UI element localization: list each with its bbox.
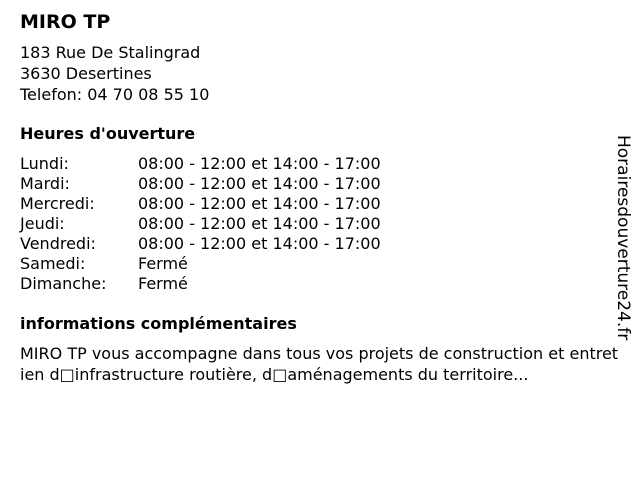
hours-value: 08:00 - 12:00 et 14:00 - 17:00 <box>138 154 381 173</box>
business-name: MIRO TP <box>20 11 111 33</box>
hours-value: 08:00 - 12:00 et 14:00 - 17:00 <box>138 234 381 253</box>
hours-heading: Heures d'ouverture <box>20 124 196 143</box>
address-city: 3630 Desertines <box>20 64 152 83</box>
info-description: MIRO TP vous accompagne dans tous vos projets de construction et entretien d□infrastructure routière, d□aménagements du territoire... <box>20 344 619 384</box>
hours-value: 08:00 - 12:00 et 14:00 - 17:00 <box>138 174 381 193</box>
hours-row-saturday <box>20 254 440 274</box>
hours-row-friday <box>20 234 440 254</box>
day-label: Lundi: <box>20 154 69 173</box>
hours-value: 08:00 - 12:00 et 14:00 - 17:00 <box>138 214 381 233</box>
day-label: Dimanche: <box>20 274 107 293</box>
day-label: Vendredi: <box>20 234 96 253</box>
hours-value: Fermé <box>138 254 188 273</box>
phone-line: Telefon: 04 70 08 55 10 <box>20 85 210 104</box>
hours-value: 08:00 - 12:00 et 14:00 - 17:00 <box>138 194 381 213</box>
hours-row-wednesday <box>20 194 440 214</box>
day-label: Jeudi: <box>20 214 65 233</box>
hours-row-sunday <box>20 274 440 294</box>
info-heading: informations complémentaires <box>20 314 297 333</box>
hours-row-tuesday <box>20 174 440 194</box>
day-label: Mercredi: <box>20 194 95 213</box>
day-label: Samedi: <box>20 254 86 273</box>
address-street: 183 Rue De Stalingrad <box>20 43 201 62</box>
hours-row-thursday <box>20 214 440 234</box>
hours-row-monday <box>20 154 440 174</box>
site-watermark: Horairesdouverture24.fr <box>613 135 633 341</box>
hours-table <box>20 154 440 294</box>
hours-value: Fermé <box>138 274 188 293</box>
day-label: Mardi: <box>20 174 70 193</box>
